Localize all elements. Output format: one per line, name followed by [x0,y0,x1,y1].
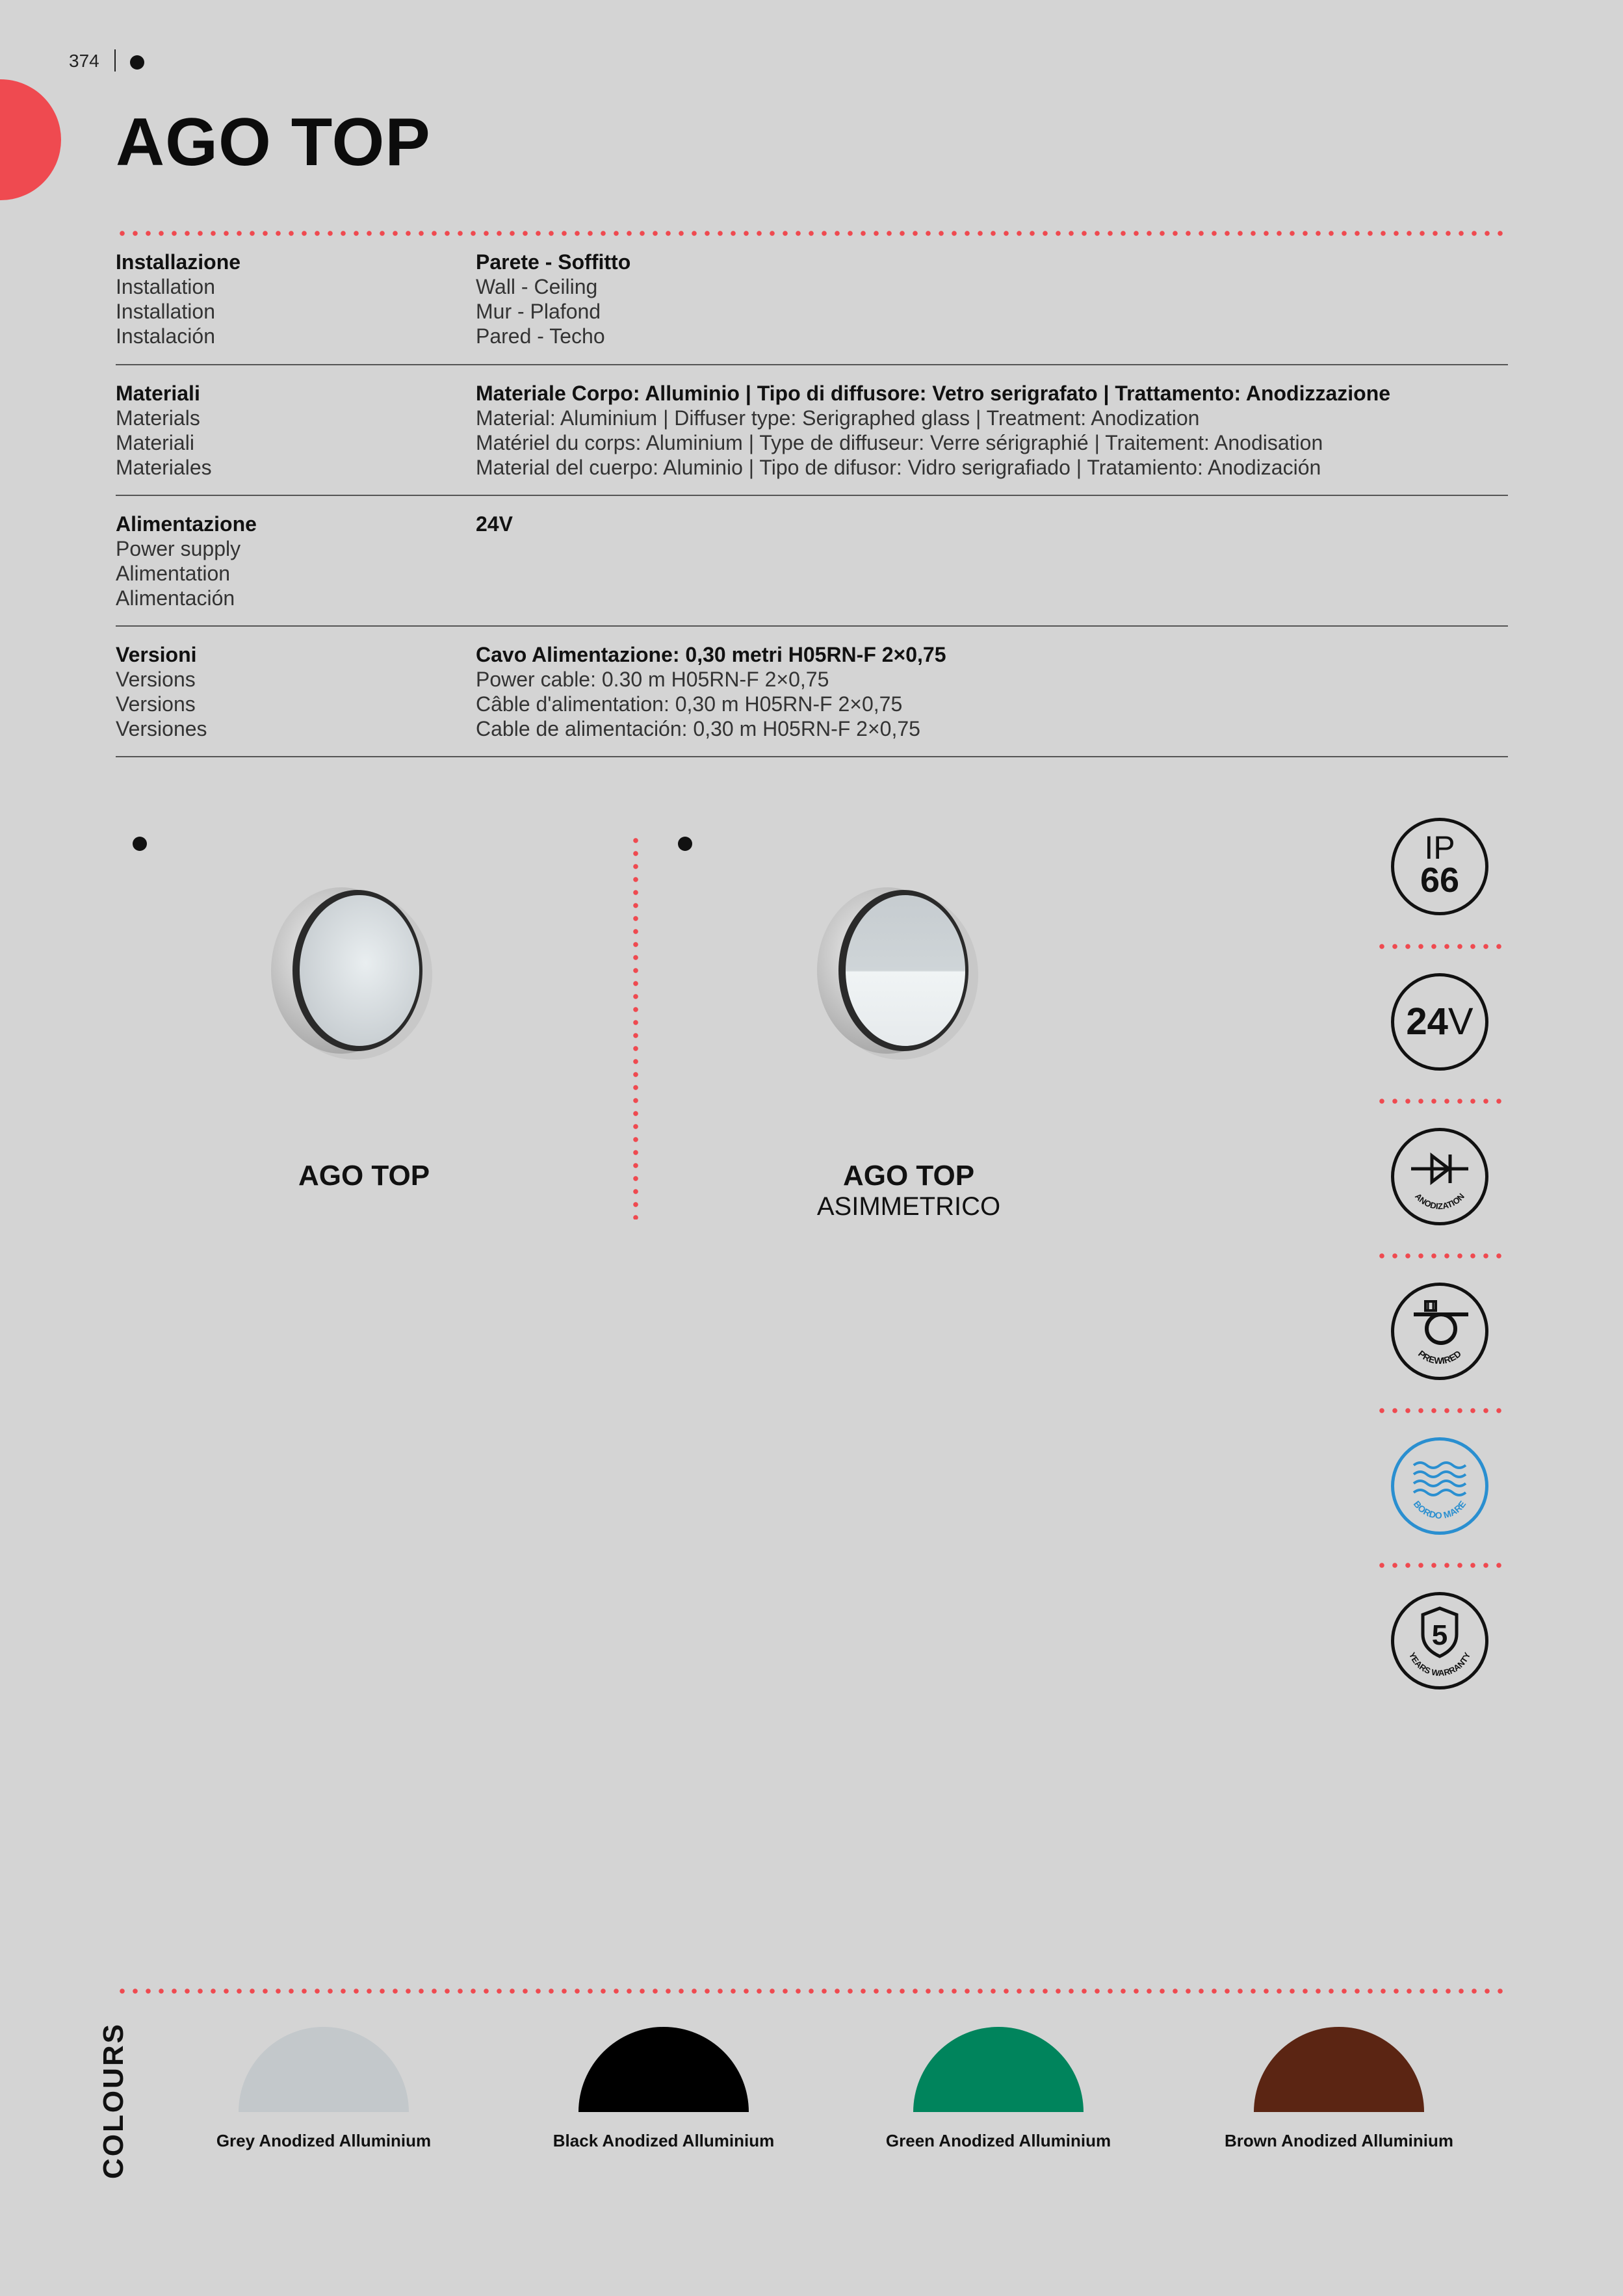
svg-text:ANODIZATION: ANODIZATION [1413,1191,1466,1212]
24v-badge [1391,973,1488,1071]
bordo-mare-badge [1391,1437,1488,1535]
spec-rule [116,756,1508,757]
spec-value-installation: Parete - Soffitto Wall - Ceiling Mur - Plafond Pared - Techo [476,250,631,348]
product-image-ago-top [263,874,439,1063]
swatch-black [578,2027,749,2112]
product-image-ago-top-asimmetrico [809,874,985,1063]
dotted-divider [116,1989,1508,1994]
ip-rating: 66 [1420,861,1460,900]
voltage-value: 24V [1406,1000,1474,1043]
diode-icon [1394,1131,1485,1222]
spec-rule [116,625,1508,627]
spec-value-materials: Materiale Corpo: Alluminio | Tipo di diffusore: Vetro serigrafato | Trattamento: Anodizzazione Material: Aluminium | Diffuser type: Serigraphed glass | Treatment: Anodization Matériel du corps: Aluminium | Type de diffuseur: Verre sérigraphié | Traitement: Anodisation Material del cuerpo: Aluminio | Tipo de difusor: Vidro serigrafiado | Tratamiento: Anodización [476,382,1391,479]
swatch-label-grey: Grey Anodized Alluminium [216,2131,432,2150]
swatch-green [913,2027,1084,2112]
spec-value-power: 24V [476,512,513,536]
swatch-label-green: Green Anodized Alluminium [885,2131,1111,2150]
dotted-divider [1375,1563,1508,1568]
product-marker-dot [678,837,692,851]
spec-label-installation: Installazione Installation Installation Instalación [116,250,241,348]
spec-label-power: Alimentazione Power supply Alimentation Alimentación [116,512,257,610]
swatch-label-brown: Brown Anodized Alluminium [1225,2131,1453,2150]
svg-text:YEARS WARRANTY: YEARS WARRANTY [1407,1650,1473,1678]
spec-label-materials: Materiali Materials Materiali Materiales [116,382,212,479]
dotted-divider [1375,1253,1508,1259]
product-marker-dot [133,837,147,851]
dotted-divider [1375,1408,1508,1413]
svg-text:5: 5 [1431,1619,1448,1651]
red-tab-marker [0,79,61,200]
spec-rule [116,364,1508,365]
page-title: AGO TOP [116,105,431,180]
dotted-divider [1375,1099,1508,1104]
svg-text:PREWIRED: PREWIRED [1416,1348,1464,1366]
colours-heading: COLOURS [97,2022,129,2179]
spec-label-versions: Versioni Versions Versions Versiones [116,643,207,740]
dotted-divider [116,231,1508,236]
dotted-divider [1375,944,1508,949]
waves-icon [1394,1441,1485,1532]
swatch-brown [1254,2027,1424,2112]
spec-rule [116,495,1508,496]
header-dot [130,55,144,70]
header-divider [114,49,116,72]
shield-icon [1394,1595,1485,1686]
warranty-badge [1391,1592,1488,1689]
product-name: AGO TOP [842,1160,975,1192]
dotted-separator [633,834,638,1220]
product-variant: ASIMMETRICO [816,1192,1001,1221]
prewired-badge [1391,1283,1488,1380]
swatch-grey [239,2027,409,2112]
svg-text:BORDO MARE: BORDO MARE [1411,1498,1468,1521]
cable-plug-icon [1394,1286,1485,1377]
swatch-label-black: Black Anodized Alluminium [552,2131,775,2150]
anodization-badge [1391,1128,1488,1225]
ip66-badge [1391,818,1488,915]
product-name: AGO TOP [298,1160,430,1192]
spec-value-versions: Cavo Alimentazione: 0,30 metri H05RN-F 2×0,75 Power cable: 0.30 m H05RN-F 2×0,75 Câble d'alimentation: 0,30 m H05RN-F 2×0,75 Cable de alimentación: 0,30 m H05RN-F 2×0,75 [476,643,946,740]
ip-label: IP [1424,829,1455,866]
page-number: 374 [69,51,99,71]
